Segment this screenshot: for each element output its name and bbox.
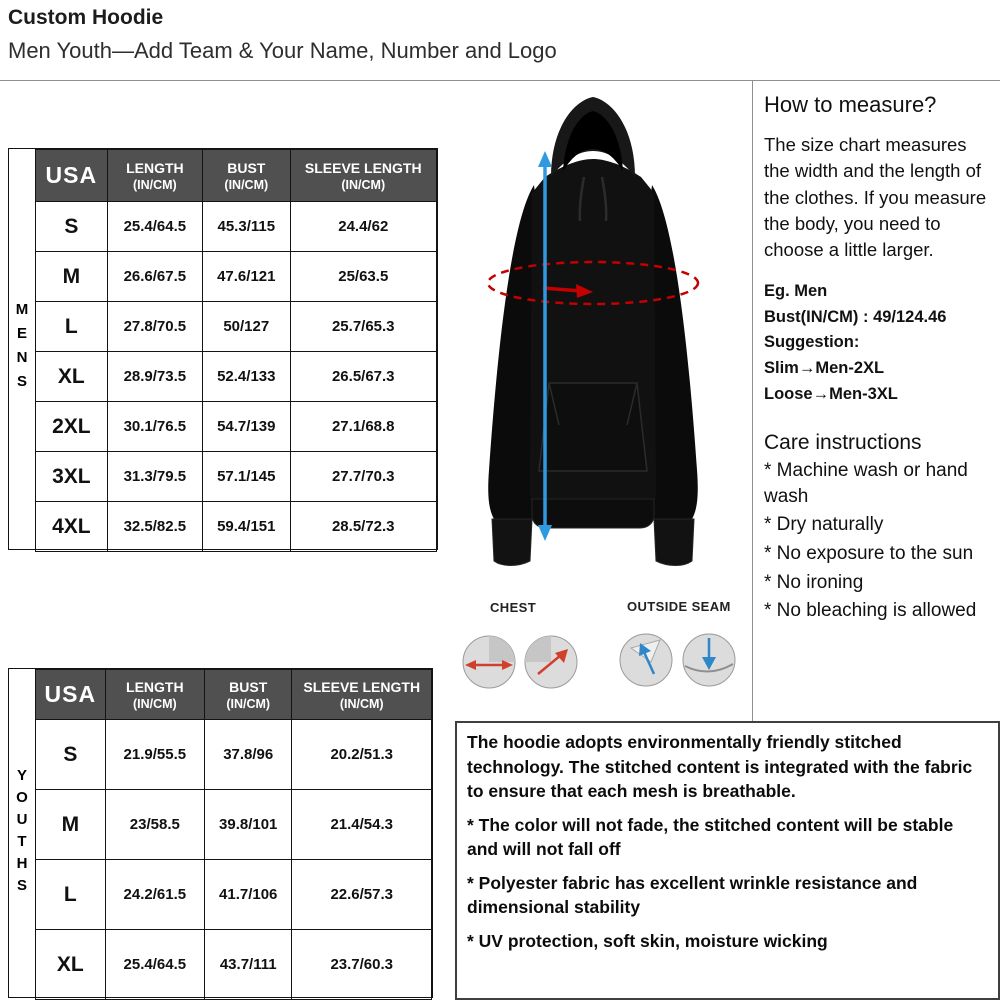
outside-seam-icon-b xyxy=(683,634,735,686)
sleeve-cell: 23.7/60.3 xyxy=(292,930,432,1000)
example-line: Loose→Men-3XL xyxy=(764,384,898,403)
column-label: BUST xyxy=(227,160,266,177)
chest-measure-icon-a xyxy=(463,636,515,688)
sleeve-cell: 21.4/54.3 xyxy=(292,790,432,860)
outside-seam-icon-a xyxy=(620,634,672,686)
care-item: * No ironing xyxy=(764,571,864,593)
youth-size-table xyxy=(8,668,433,998)
table-row xyxy=(36,790,432,860)
column-label: BUST xyxy=(229,679,268,696)
product-note: * Polyester fabric has excellent wrinkle resistance and dimensional stability xyxy=(467,872,918,917)
bust-cell: 41.7/106 xyxy=(204,860,291,930)
care-item: * Machine wash or hand wash xyxy=(764,460,968,507)
bust-cell: 43.7/111 xyxy=(204,930,291,1000)
table-row xyxy=(36,302,437,352)
table-row xyxy=(36,930,432,1000)
care-instructions-list xyxy=(764,458,997,624)
sleeve-cell: 24.4/62 xyxy=(290,202,436,252)
size-cell: M xyxy=(36,790,106,860)
size-cell: 3XL xyxy=(36,452,108,502)
table-row xyxy=(36,502,437,552)
example-line: Bust(IN/CM) : 49/124.46 xyxy=(764,307,947,326)
sleeve-cell: 20.2/51.3 xyxy=(292,720,432,790)
bust-cell: 50/127 xyxy=(203,302,290,352)
length-cell: 25.4/64.5 xyxy=(105,930,204,1000)
bust-cell: 52.4/133 xyxy=(203,352,290,402)
column-unit: (IN/CM) xyxy=(224,177,269,192)
page-subtitle: Men Youth—Add Team & Your Name, Number and Logo xyxy=(8,38,557,63)
bust-cell: 57.1/145 xyxy=(203,452,290,502)
header-bust xyxy=(203,150,290,202)
table-row xyxy=(36,202,437,252)
table-row xyxy=(36,860,432,930)
column-unit: (IN/CM) xyxy=(132,696,177,711)
example-line: Eg. Men xyxy=(764,282,828,301)
chest-label: CHEST xyxy=(490,600,537,615)
bust-cell: 37.8/96 xyxy=(204,720,291,790)
sleeve-cell: 27.7/70.3 xyxy=(290,452,436,502)
product-note: * UV protection, soft skin, moisture wicking xyxy=(467,930,828,951)
header-usa: USA xyxy=(36,150,108,202)
size-cell: S xyxy=(36,720,106,790)
length-cell: 21.9/55.5 xyxy=(105,720,204,790)
size-cell: M xyxy=(36,252,108,302)
sleeve-cell: 26.5/67.3 xyxy=(290,352,436,402)
care-item: * No exposure to the sun xyxy=(764,543,974,565)
sleeve-cell: 22.6/57.3 xyxy=(292,860,432,930)
length-cell: 23/58.5 xyxy=(105,790,204,860)
size-cell: XL xyxy=(36,352,108,402)
column-label: LENGTH xyxy=(126,160,184,177)
table-header-row xyxy=(36,150,437,202)
table-row xyxy=(36,720,432,790)
length-cell: 31.3/79.5 xyxy=(107,452,202,502)
table-header-row xyxy=(36,670,432,720)
table-row xyxy=(36,452,437,502)
product-notes-intro: The hoodie adopts environmentally friendly stitched technology. The stitched content is integrated with the fabric to ensure that each mesh is breathable. xyxy=(467,732,973,801)
column-unit: (IN/CM) xyxy=(341,177,386,192)
size-cell: XL xyxy=(36,930,106,1000)
youth-group-label xyxy=(9,669,35,997)
mens-group-label-text: MENS xyxy=(13,301,31,397)
hoodie-photo xyxy=(448,85,758,590)
length-cell: 25.4/64.5 xyxy=(107,202,202,252)
size-cell: L xyxy=(36,860,106,930)
size-cell: S xyxy=(36,202,108,252)
how-to-measure-panel xyxy=(764,92,997,624)
length-cell: 28.9/73.5 xyxy=(107,352,202,402)
column-unit: (IN/CM) xyxy=(339,696,384,711)
outside-seam-label: OUTSIDE SEAM xyxy=(627,599,731,614)
header-length xyxy=(105,670,204,720)
table-row xyxy=(36,402,437,452)
header-sleeve xyxy=(292,670,432,720)
sleeve-cell: 25/63.5 xyxy=(290,252,436,302)
mens-size-table xyxy=(8,148,438,550)
product-notes-box xyxy=(455,721,1000,1000)
mens-group-label xyxy=(9,149,35,549)
column-unit: (IN/CM) xyxy=(226,696,271,711)
sleeve-cell: 27.1/68.8 xyxy=(290,402,436,452)
header-bust xyxy=(204,670,291,720)
care-item: * No bleaching is allowed xyxy=(764,600,977,622)
page-title: Custom Hoodie xyxy=(8,6,164,29)
example-line: Slim→Men-2XL xyxy=(764,359,885,378)
bust-cell: 54.7/139 xyxy=(203,402,290,452)
youth-group-label-text: YOUTHS xyxy=(13,767,31,899)
sleeve-cell: 28.5/72.3 xyxy=(290,502,436,552)
size-cell: 2XL xyxy=(36,402,108,452)
column-unit: (IN/CM) xyxy=(132,177,177,192)
chest-measure-icon-b xyxy=(525,636,577,688)
length-cell: 24.2/61.5 xyxy=(105,860,204,930)
column-label: SLEEVE LENGTH xyxy=(304,160,422,177)
sizing-example xyxy=(764,279,997,407)
bust-cell: 39.8/101 xyxy=(204,790,291,860)
measure-method-icons xyxy=(448,626,758,700)
length-cell: 32.5/82.5 xyxy=(107,502,202,552)
sleeve-cell: 25.7/65.3 xyxy=(290,302,436,352)
bust-cell: 45.3/115 xyxy=(203,202,290,252)
how-to-measure-body: The size chart measures the width and the length of the clothes. If you measure the body, you need to choose a little larger. xyxy=(764,134,987,261)
header-sleeve xyxy=(290,150,436,202)
product-note: * The color will not fade, the stitched content will be stable and will not fall off xyxy=(467,814,954,859)
size-cell: L xyxy=(36,302,108,352)
column-label: SLEEVE LENGTH xyxy=(303,679,421,696)
column-label: LENGTH xyxy=(126,679,184,696)
how-to-measure-heading: How to measure? xyxy=(764,92,937,117)
length-cell: 30.1/76.5 xyxy=(107,402,202,452)
example-line: Suggestion: xyxy=(764,333,860,352)
care-item: * Dry naturally xyxy=(764,514,884,536)
top-divider xyxy=(0,80,1000,81)
size-cell: 4XL xyxy=(36,502,108,552)
table-row xyxy=(36,352,437,402)
length-cell: 26.6/67.5 xyxy=(107,252,202,302)
table-row xyxy=(36,252,437,302)
header-usa: USA xyxy=(36,670,106,720)
bust-cell: 59.4/151 xyxy=(203,502,290,552)
care-instructions-heading: Care instructions xyxy=(764,431,922,455)
bust-cell: 47.6/121 xyxy=(203,252,290,302)
length-cell: 27.8/70.5 xyxy=(107,302,202,352)
header-length xyxy=(107,150,202,202)
